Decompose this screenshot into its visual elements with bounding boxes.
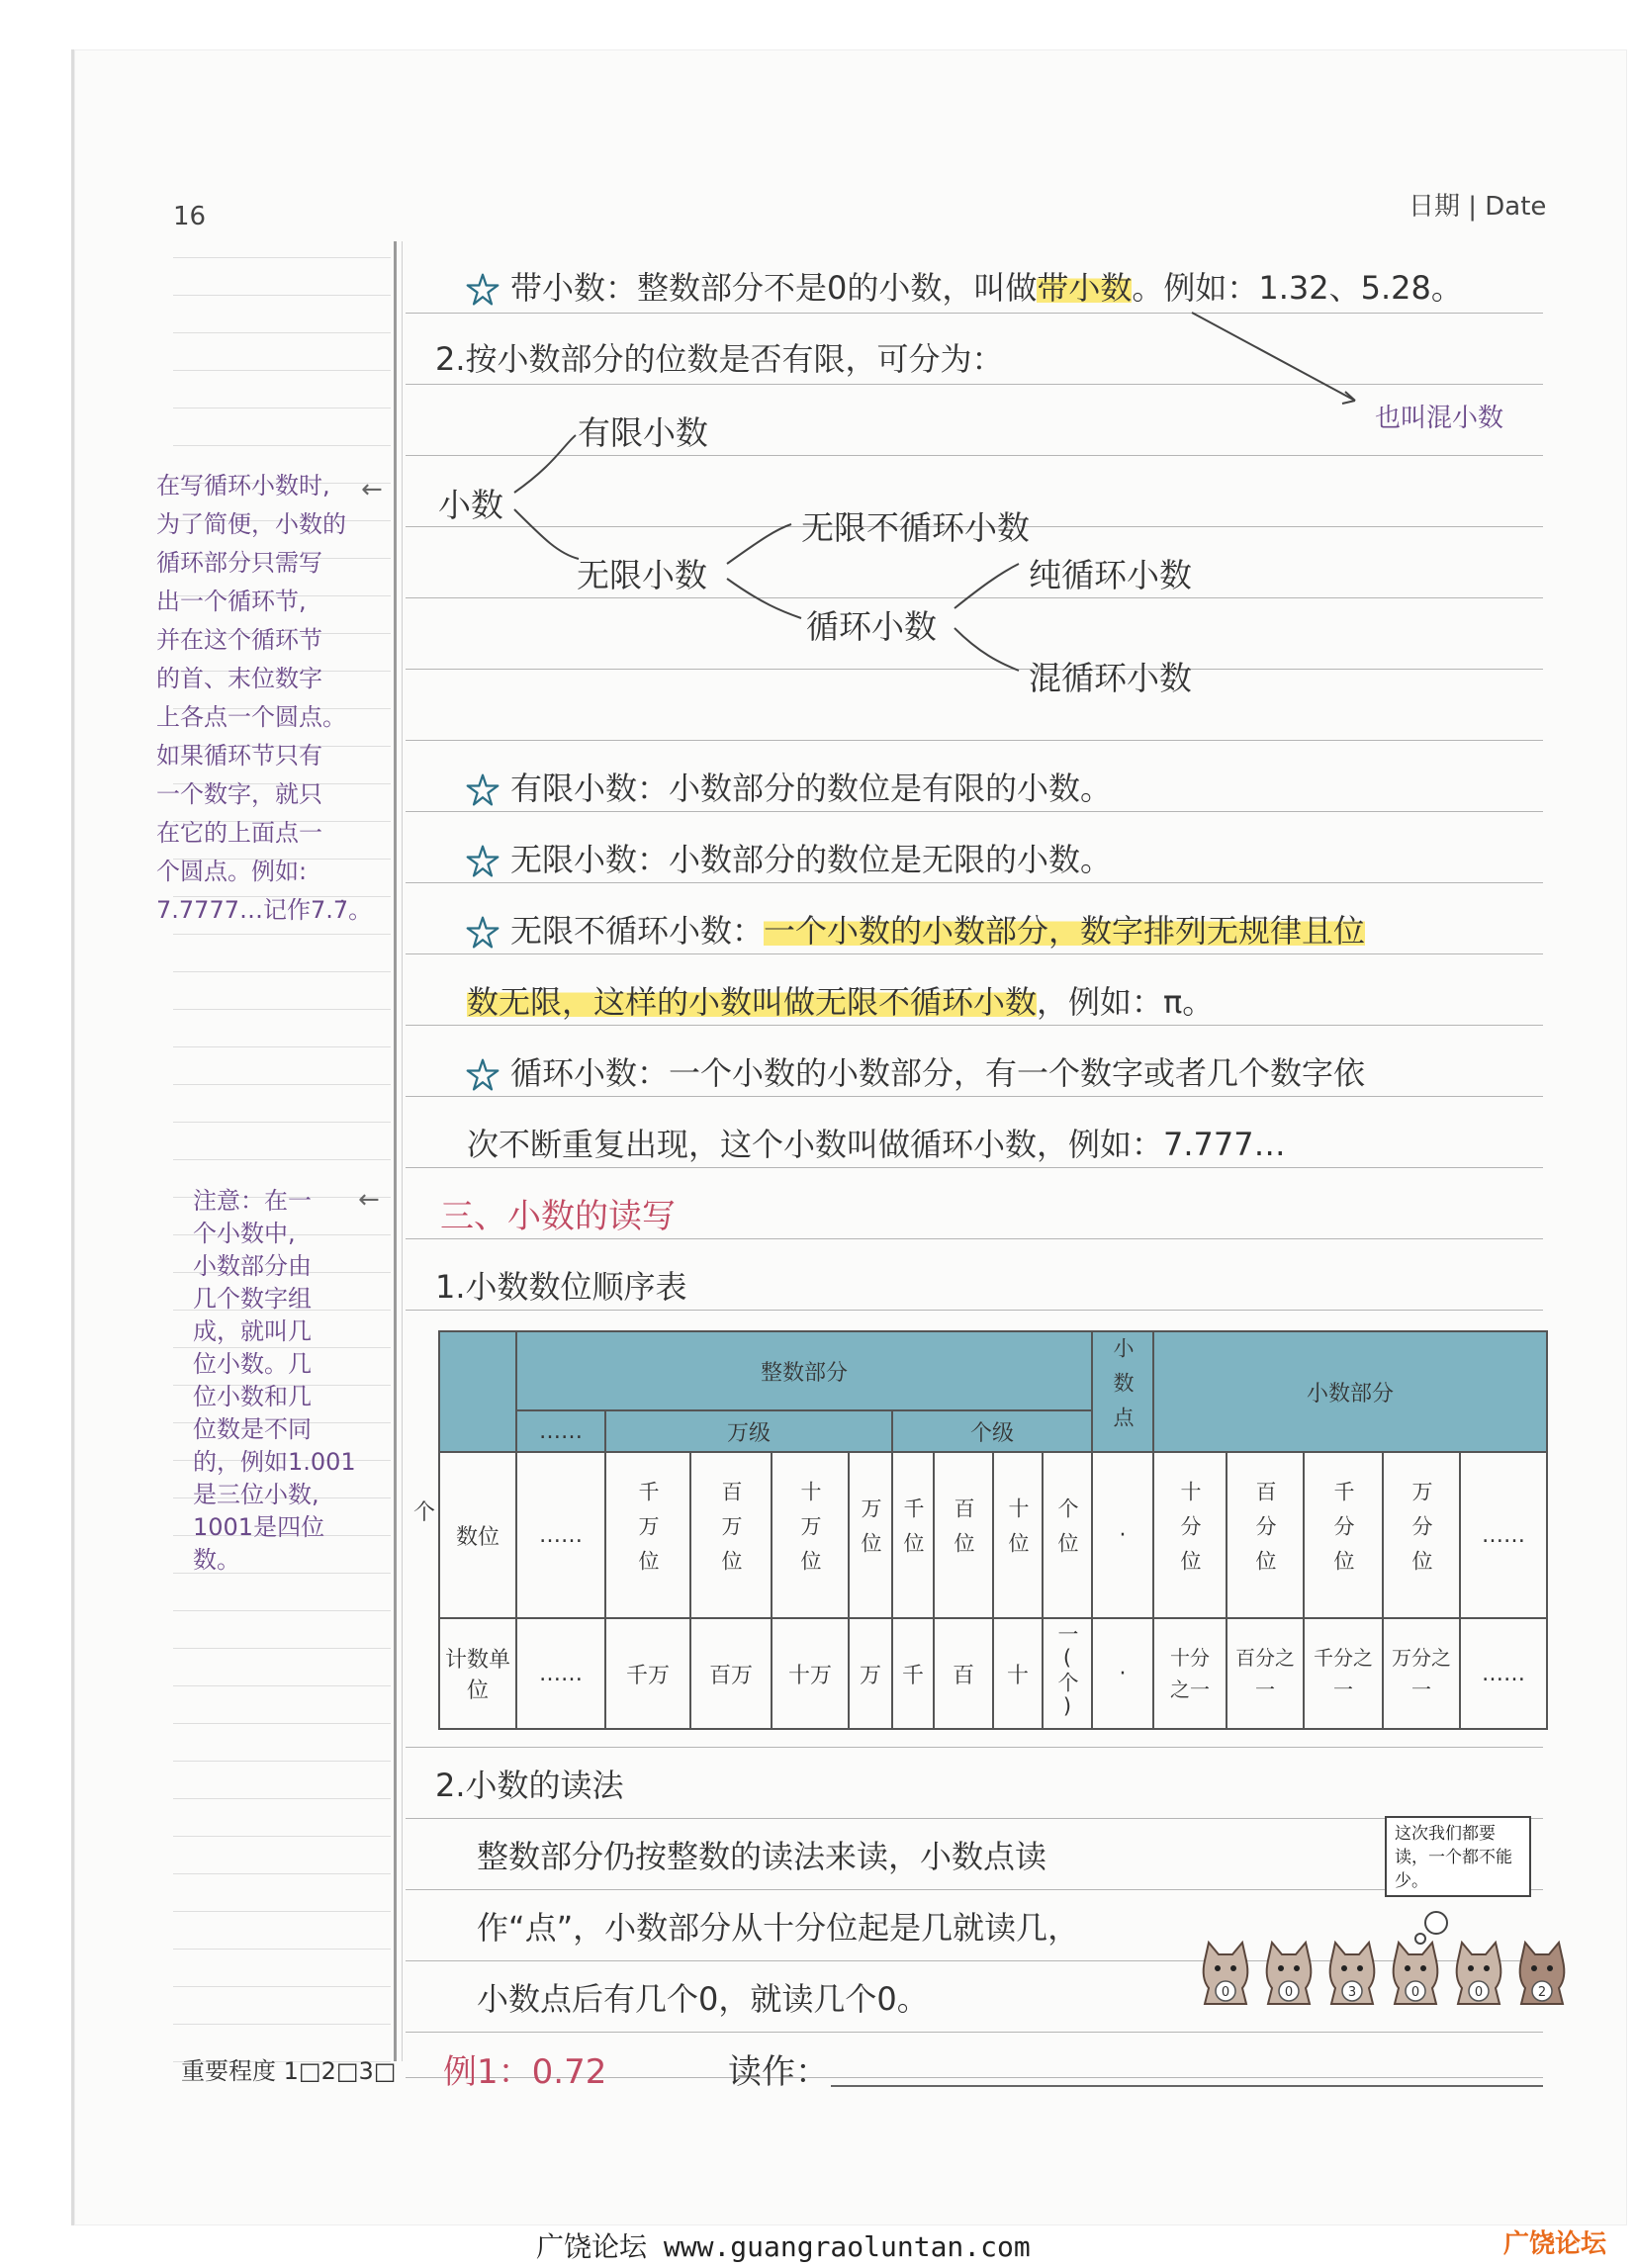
cat-badge-text: 2 bbox=[1537, 1985, 1547, 2000]
place-text: 千万位 bbox=[636, 1480, 660, 1585]
margin-grid-line bbox=[173, 934, 391, 935]
star-icon bbox=[465, 272, 500, 308]
definition-text: ，例如：π。 bbox=[1037, 983, 1215, 1021]
note-line: 位数是不同 bbox=[193, 1415, 312, 1443]
arrow-left-icon: ← bbox=[358, 1185, 380, 1215]
ruled-line bbox=[406, 384, 1543, 385]
mixed-decimal-definition bbox=[465, 263, 1463, 309]
repeating-definition bbox=[465, 1048, 1365, 1094]
place-text: 十分位 bbox=[1178, 1480, 1203, 1585]
integer-part-header: 整数部分 bbox=[516, 1331, 1092, 1410]
place-text: 千位 bbox=[901, 1497, 925, 1567]
margin-grid-line bbox=[173, 1084, 391, 1085]
margin-grid-line bbox=[173, 1723, 391, 1724]
note-line: 1001是四位 bbox=[193, 1513, 325, 1541]
margin-grid-line bbox=[173, 257, 391, 258]
classify-heading: 2.按小数部分的位数是否有限，可分为： bbox=[435, 340, 1004, 378]
unit-cell: 万 bbox=[849, 1618, 892, 1729]
margin-grid-line bbox=[173, 1986, 391, 1987]
margin-grid-line bbox=[173, 2024, 391, 2025]
reading-rule-line: 小数点后有几个0，就读几个0。 bbox=[477, 1980, 929, 2018]
ruled-line bbox=[406, 953, 1543, 954]
definition-text: 无限不循环小数： bbox=[510, 912, 765, 950]
place-cell bbox=[690, 1452, 772, 1618]
cat-badge-text: 0 bbox=[1410, 1985, 1420, 2000]
place-ellipsis: …… bbox=[516, 1452, 605, 1618]
unit-text: 一(个) bbox=[1055, 1622, 1079, 1720]
ruled-line bbox=[406, 740, 1543, 741]
repeating-definition-cont: 次不断重复出现，这个小数叫做循环小数，例如：7.777… bbox=[467, 1126, 1286, 1163]
finite-definition bbox=[465, 764, 1112, 809]
example-read-as: 读作： bbox=[728, 2052, 829, 2092]
note-line: 个圆点。例如: bbox=[156, 858, 308, 885]
margin-note-repeating bbox=[156, 467, 372, 930]
bubble-dot bbox=[1424, 1911, 1448, 1935]
ruled-line bbox=[406, 1025, 1543, 1026]
ruled-line bbox=[406, 597, 1543, 598]
place-text: 个位 bbox=[1055, 1497, 1079, 1567]
margin-grid-line bbox=[173, 370, 391, 371]
cat-badge-text: 3 bbox=[1347, 1985, 1357, 2000]
margin-grid-line bbox=[173, 295, 391, 296]
cat-icon bbox=[1513, 1939, 1571, 2008]
decimal-unit-cell: 十分之一 bbox=[1153, 1618, 1227, 1729]
note-line: 小数部分由 bbox=[193, 1252, 312, 1280]
side-note: 也叫混小数 bbox=[1375, 404, 1504, 433]
unit-cell: 千万 bbox=[605, 1618, 690, 1729]
decimal-unit-cell: 万分之一 bbox=[1383, 1618, 1460, 1729]
place-text: 万位 bbox=[859, 1497, 882, 1567]
note-line: 上各点一个圆点。 bbox=[156, 703, 346, 731]
wan-group-header: 万级 bbox=[605, 1410, 892, 1452]
note-line: 的，例如1.001 bbox=[193, 1448, 356, 1476]
note-line: 为了简便，小数的 bbox=[156, 510, 346, 538]
decimal-place-ellipsis: …… bbox=[1460, 1452, 1547, 1618]
margin-grid-line bbox=[173, 332, 391, 333]
highlighted-term: 带小数 bbox=[1037, 269, 1133, 307]
note-line: 在写循环小数时, bbox=[156, 472, 330, 499]
cat-icon bbox=[1260, 1939, 1318, 2008]
tree-mixed-repeating: 混循环小数 bbox=[1029, 659, 1192, 697]
definition-text: 无限小数：小数部分的数位是无限的小数。 bbox=[510, 841, 1113, 878]
decimal-point-cell: · bbox=[1092, 1618, 1153, 1729]
note-line: 个小数中, bbox=[193, 1220, 296, 1247]
definition-text: 有限小数：小数部分的数位是有限的小数。 bbox=[510, 770, 1113, 807]
margin-grid-line bbox=[173, 1122, 391, 1123]
place-table-title: 1.小数数位顺序表 bbox=[435, 1268, 687, 1306]
margin-grid-line bbox=[173, 445, 391, 446]
infinite-definition bbox=[465, 835, 1112, 880]
margin-divider-inner bbox=[402, 241, 403, 2061]
tree-finite: 有限小数 bbox=[578, 413, 708, 452]
decimal-unit-cell: 百分之一 bbox=[1227, 1618, 1304, 1729]
note-line: 如果循环节只有 bbox=[156, 742, 322, 770]
cat-badge-text: 0 bbox=[1474, 1985, 1484, 2000]
ruled-line bbox=[406, 1310, 1543, 1311]
note-line: 位小数。几 bbox=[193, 1350, 312, 1378]
place-text: 十位 bbox=[1006, 1497, 1030, 1567]
margin-grid-line bbox=[173, 1873, 391, 1874]
unit-cell: 十万 bbox=[772, 1618, 849, 1729]
tree-repeating: 循环小数 bbox=[806, 607, 937, 646]
margin-grid-line bbox=[173, 1836, 391, 1837]
ge-group-header: 个级 bbox=[892, 1410, 1092, 1452]
place-text: 十万位 bbox=[798, 1480, 822, 1585]
note-line: 数。 bbox=[193, 1546, 240, 1574]
cat-icon bbox=[1450, 1939, 1507, 2008]
arrow-left-icon: ← bbox=[361, 475, 383, 504]
margin-grid-line bbox=[173, 1046, 391, 1047]
note-line: 是三位小数, bbox=[193, 1481, 319, 1508]
place-text: 千分位 bbox=[1331, 1480, 1356, 1585]
tree-infinite: 无限小数 bbox=[577, 556, 707, 594]
decimal-place-cell bbox=[1227, 1452, 1304, 1618]
highlighted-definition: 数无限，这样的小数叫做无限不循环小数 bbox=[467, 983, 1038, 1021]
star-icon bbox=[465, 844, 500, 879]
margin-grid-line bbox=[173, 1798, 391, 1799]
ruled-line bbox=[406, 2032, 1543, 2033]
decimal-point-header-text: 小数点 bbox=[1111, 1336, 1136, 1441]
place-cell bbox=[1043, 1452, 1092, 1618]
decimal-unit-ellipsis: …… bbox=[1460, 1618, 1547, 1729]
note-line: 出一个循环节, bbox=[156, 588, 307, 615]
star-icon bbox=[465, 915, 500, 951]
star-icon bbox=[465, 772, 500, 808]
margin-divider bbox=[394, 241, 397, 2061]
cat-icon bbox=[1323, 1939, 1381, 2008]
ruled-line bbox=[406, 1818, 1543, 1819]
note-line: 7.7777…记作7.7̇。 bbox=[156, 896, 373, 924]
margin-grid-line bbox=[173, 1009, 391, 1010]
unit-cell: 百 bbox=[934, 1618, 993, 1729]
cat-icon bbox=[1197, 1939, 1254, 2008]
tree-pure-repeating: 纯循环小数 bbox=[1029, 556, 1192, 594]
place-cell bbox=[892, 1452, 934, 1618]
speech-bubble: 这次我们都要读，一个都不能少。 bbox=[1385, 1816, 1531, 1897]
margin-note-places bbox=[193, 1185, 356, 1577]
highlighted-definition: 一个小数的小数部分，数字排列无规律且位 bbox=[764, 912, 1366, 950]
cat-badge-text: 0 bbox=[1221, 1985, 1230, 2000]
row-label-unit: 计数单位 bbox=[439, 1618, 516, 1729]
unit-ellipsis: …… bbox=[516, 1618, 605, 1729]
ruled-line bbox=[406, 313, 1543, 314]
note-line: 位小数和几 bbox=[193, 1383, 312, 1410]
answer-blank[interactable] bbox=[831, 2085, 1543, 2087]
place-text: 百位 bbox=[952, 1497, 975, 1567]
non-repeating-definition bbox=[465, 906, 1365, 952]
definition-text: 。例如：1.32、5.28。 bbox=[1132, 269, 1463, 307]
place-value-table bbox=[438, 1330, 1548, 1730]
place-cell bbox=[849, 1452, 892, 1618]
group-ellipsis: …… bbox=[516, 1410, 605, 1452]
page-number: 16 bbox=[173, 202, 207, 231]
margin-grid-line bbox=[173, 1159, 391, 1160]
note-line: 循环部分只需写 bbox=[156, 549, 322, 577]
importance-rating: 重要程度 1□2□3□ bbox=[181, 2057, 397, 2085]
date-label: 日期 | Date bbox=[1409, 192, 1547, 222]
ruled-line bbox=[406, 1747, 1543, 1748]
margin-grid-line bbox=[173, 1685, 391, 1686]
definition-text: 循环小数：一个小数的小数部分，有一个数字或者几个数字依 bbox=[510, 1054, 1366, 1092]
place-text: 万分位 bbox=[1409, 1480, 1434, 1585]
stray-char: 个 bbox=[413, 1500, 436, 1525]
footer-watermark: 广饶论坛 www.guangraoluntan.com bbox=[536, 2230, 1031, 2263]
note-line: 在它的上面点一 bbox=[156, 819, 322, 847]
row-label-place: 数位 bbox=[439, 1452, 516, 1618]
reading-title: 2.小数的读法 bbox=[435, 1767, 624, 1804]
ruled-line bbox=[406, 1889, 1543, 1890]
ruled-line bbox=[406, 669, 1543, 670]
section-heading: 三、小数的读写 bbox=[440, 1197, 676, 1236]
place-text: 百万位 bbox=[719, 1480, 743, 1585]
decimal-place-cell bbox=[1304, 1452, 1383, 1618]
note-line: 注意：在一 bbox=[193, 1187, 312, 1215]
margin-grid-line bbox=[173, 1648, 391, 1649]
decimal-point-cell: · bbox=[1092, 1452, 1153, 1618]
tree-non-repeating: 无限不循环小数 bbox=[801, 508, 1030, 547]
margin-grid-line bbox=[173, 971, 391, 972]
unit-cell bbox=[1043, 1618, 1092, 1729]
margin-grid-line bbox=[173, 1610, 391, 1611]
definition-text: 带小数：整数部分不是0的小数，叫做 bbox=[510, 269, 1038, 307]
example-label: 例1：0.72 bbox=[443, 2052, 607, 2092]
place-cell bbox=[605, 1452, 690, 1618]
note-line: 几个数字组 bbox=[193, 1285, 312, 1313]
decimal-unit-cell: 千分之一 bbox=[1304, 1618, 1383, 1729]
ruled-line bbox=[406, 811, 1543, 812]
ruled-line bbox=[406, 1238, 1543, 1239]
non-repeating-definition-cont bbox=[467, 977, 1214, 1023]
star-icon bbox=[465, 1057, 500, 1093]
unit-cell: 百万 bbox=[690, 1618, 772, 1729]
ruled-line bbox=[406, 1167, 1543, 1168]
ruled-line bbox=[406, 455, 1543, 456]
place-cell bbox=[772, 1452, 849, 1618]
decimal-place-cell bbox=[1383, 1452, 1460, 1618]
cat-badge-text: 0 bbox=[1284, 1985, 1294, 2000]
place-cell bbox=[934, 1452, 993, 1618]
note-line: 一个数字，就只 bbox=[156, 780, 322, 808]
place-text: 百分位 bbox=[1253, 1480, 1278, 1585]
unit-cell: 千 bbox=[892, 1618, 934, 1729]
cat-icon bbox=[1387, 1939, 1444, 2008]
margin-grid-line bbox=[173, 1761, 391, 1762]
decimal-place-cell bbox=[1153, 1452, 1227, 1618]
tree-root: 小数 bbox=[438, 486, 503, 524]
place-cell bbox=[993, 1452, 1043, 1618]
ruled-line bbox=[406, 1096, 1543, 1097]
ruled-line bbox=[406, 882, 1543, 883]
table-header-blank bbox=[439, 1331, 516, 1452]
reading-rule-line: 作“点”，小数部分从十分位起是几就读几， bbox=[477, 1909, 1080, 1947]
note-line: 成，就叫几 bbox=[193, 1317, 312, 1345]
note-line: 并在这个循环节 bbox=[156, 626, 322, 654]
decimal-point-header bbox=[1092, 1331, 1153, 1452]
note-line: 的首、末位数字 bbox=[156, 665, 322, 692]
unit-cell: 十 bbox=[993, 1618, 1043, 1729]
corner-logo: 广饶论坛 bbox=[1503, 2229, 1607, 2259]
margin-grid-line bbox=[173, 1949, 391, 1950]
margin-grid-line bbox=[173, 1911, 391, 1912]
reading-rule-line: 整数部分仍按整数的读法来读，小数点读 bbox=[477, 1838, 1047, 1875]
decimal-part-header: 小数部分 bbox=[1153, 1331, 1547, 1452]
